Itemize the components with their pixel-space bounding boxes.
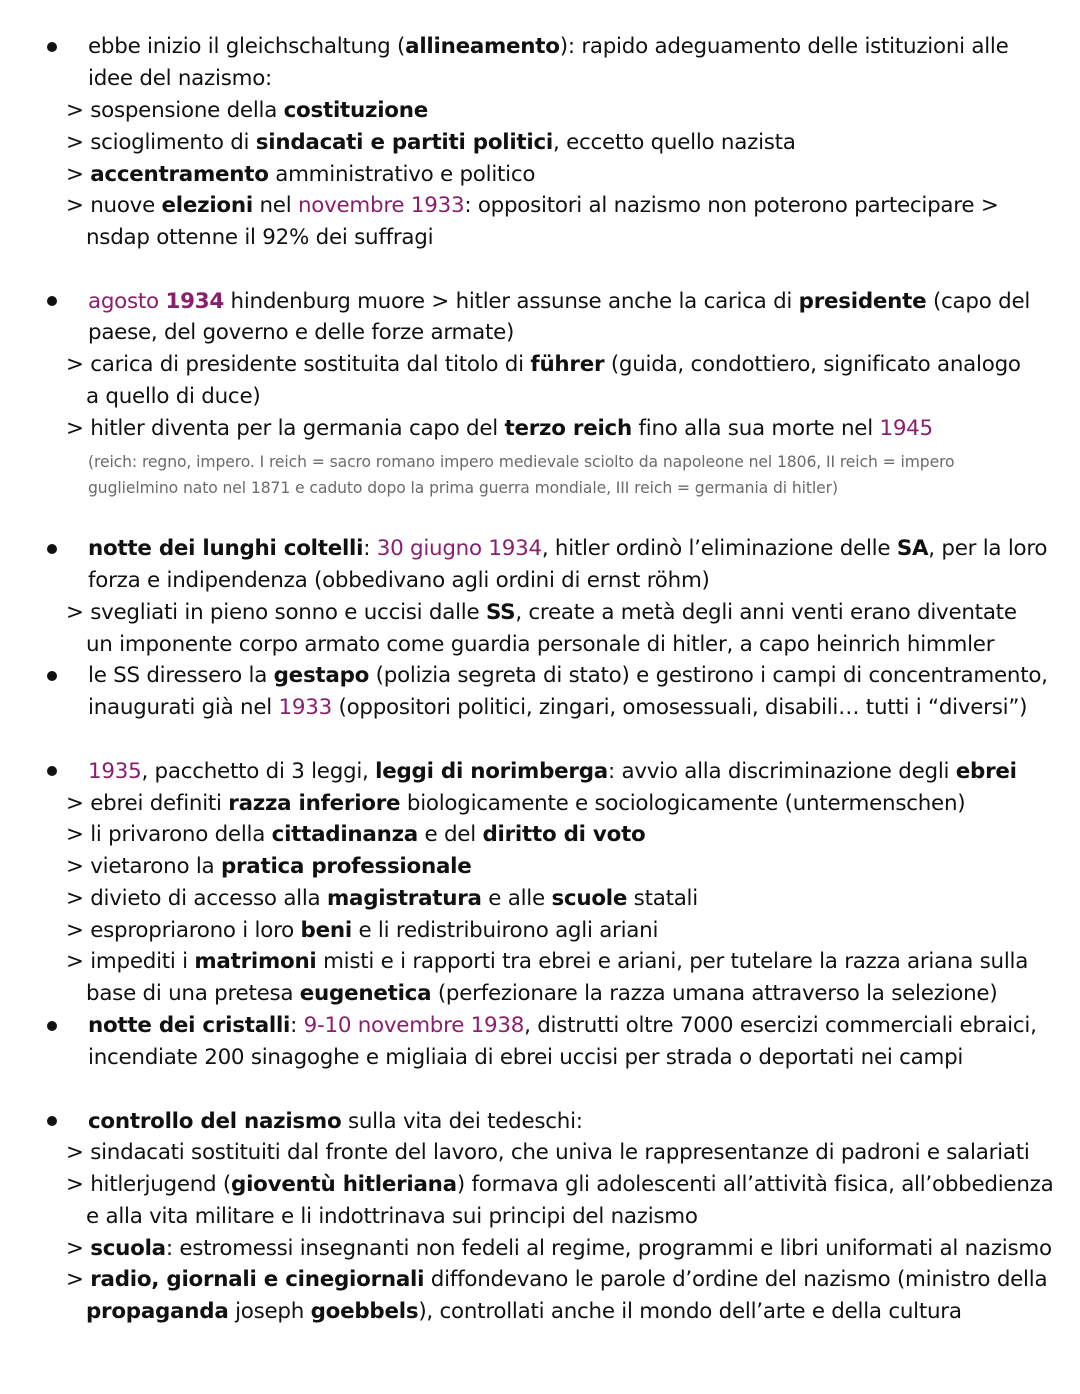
- text-segment: > svegliati in pieno sonno e uccisi dalle: [66, 600, 486, 625]
- text-line: [88, 565, 710, 597]
- text-segment: (reich: regno, impero. I reich = sacro romano impero medievale sciolto da napoleone nel 1806, II reich = impero: [88, 453, 955, 471]
- text-line: [88, 317, 514, 349]
- text-segment: > vietarono la: [66, 854, 221, 879]
- text-line: [88, 756, 1017, 788]
- bold-term: notte dei lunghi coltelli: [88, 536, 364, 561]
- bullet-icon: [47, 42, 57, 52]
- bold-term: SA: [896, 536, 929, 561]
- text-segment: e li redistribuirono agli ariani: [351, 918, 659, 943]
- text-segment: , distrutti oltre 7000 esercizi commerciali ebraici,: [524, 1013, 1037, 1038]
- bold-term: razza inferiore: [228, 791, 401, 816]
- text-segment: e alla vita militare e li indottrinava sui principi del nazismo: [86, 1204, 698, 1229]
- text-line: [86, 978, 997, 1010]
- text-line: [66, 597, 1017, 629]
- bold-term: allineamento: [405, 34, 560, 59]
- bullet-icon: [47, 671, 57, 681]
- bold-term: beni: [300, 918, 352, 943]
- text-segment: le SS diressero la: [88, 663, 274, 688]
- bold-term: magistratura: [326, 886, 482, 911]
- text-segment: base di una pretesa: [86, 981, 300, 1006]
- date-highlight: 9-10 novembre 1938: [303, 1013, 525, 1038]
- text-segment: ) formava gli adolescenti all’attività fisica, all’obbedienza: [456, 1172, 1054, 1197]
- bullet-icon: [47, 544, 57, 554]
- bold-term: eugenetica: [299, 981, 432, 1006]
- bullet-icon: [47, 1116, 57, 1126]
- text-segment: >: [66, 1267, 91, 1292]
- text-segment: fino alla sua morte nel: [631, 416, 880, 441]
- text-segment: :: [363, 536, 377, 561]
- text-line: [66, 1137, 1030, 1169]
- text-line: [88, 286, 1030, 318]
- text-segment: : avvio alla discriminazione degli: [607, 759, 956, 784]
- bold-term: terzo reich: [504, 416, 632, 441]
- text-line: [66, 190, 999, 222]
- bullet-icon: [47, 766, 57, 776]
- text-segment: inaugurati già nel: [88, 695, 279, 720]
- bold-term: radio, giornali e cinegiornali: [90, 1267, 425, 1292]
- footnote-line: [88, 475, 838, 501]
- text-segment: , per la loro: [928, 536, 1048, 561]
- text-segment: e del: [417, 822, 483, 847]
- bold-term: propaganda: [86, 1299, 229, 1324]
- bold-term: SS: [485, 600, 516, 625]
- text-line: [86, 629, 994, 661]
- bold-term: führer: [530, 352, 605, 377]
- bold-term: matrimoni: [194, 949, 317, 974]
- text-line: [66, 1169, 1053, 1201]
- bullet-icon: [47, 296, 57, 306]
- text-segment: > impediti i: [66, 949, 195, 974]
- text-line: [66, 95, 428, 127]
- text-segment: diffondevano le parole d’ordine del nazismo (ministro della: [424, 1267, 1048, 1292]
- text-segment: > sindacati sostituiti dal fronte del lavoro, che univa le rappresentanze di padroni e salariati: [66, 1140, 1030, 1165]
- text-line: [86, 1201, 698, 1233]
- text-segment: > ebrei definiti: [66, 791, 229, 816]
- text-line: [66, 883, 698, 915]
- text-segment: (guida, condottiero, significato analogo: [604, 352, 1021, 377]
- text-segment: forza e indipendenza (obbedivano agli ordini di ernst röhm): [88, 568, 710, 593]
- bold-term: diritto di voto: [482, 822, 646, 847]
- text-segment: un imponente corpo armato come guardia personale di hitler, a capo heinrich himmler: [86, 632, 995, 657]
- text-line: [66, 1233, 1052, 1265]
- text-line: [66, 819, 646, 851]
- text-line: [66, 127, 796, 159]
- bold-term: gioventù hitleriana: [231, 1172, 457, 1197]
- text-line: [88, 1010, 1037, 1042]
- text-segment: > divieto di accesso alla: [66, 886, 327, 911]
- text-line: [66, 915, 658, 947]
- bold-term: cittadinanza: [271, 822, 418, 847]
- text-segment: nel: [252, 193, 298, 218]
- text-segment: amministrativo e politico: [268, 162, 536, 187]
- text-segment: > carica di presidente sostituita dal titolo di: [66, 352, 531, 377]
- text-segment: >: [66, 1236, 91, 1261]
- bullet-icon: [47, 1021, 57, 1031]
- text-line: [88, 660, 1048, 692]
- text-segment: joseph: [228, 1299, 311, 1324]
- bold-term: pratica professionale: [220, 854, 472, 879]
- bold-term: ebrei: [955, 759, 1017, 784]
- text-line: [66, 159, 535, 191]
- bold-term: presidente: [798, 289, 927, 314]
- text-line: [66, 851, 471, 883]
- text-line: [66, 349, 1021, 381]
- footnote-line: [88, 449, 954, 475]
- text-line: [88, 1042, 963, 1074]
- text-line: [88, 31, 1009, 63]
- text-segment: :: [290, 1013, 304, 1038]
- text-segment: sulla vita dei tedeschi:: [341, 1109, 583, 1134]
- text-segment: > hitlerjugend (: [66, 1172, 232, 1197]
- text-line: [88, 533, 1047, 565]
- text-segment: a quello di duce): [86, 384, 261, 409]
- text-segment: nsdap ottenne il 92% dei suffragi: [86, 225, 434, 250]
- text-segment: incendiate 200 sinagoghe e migliaia di ebrei uccisi per strada o deportati nei campi: [88, 1045, 964, 1070]
- text-line: [66, 946, 1028, 978]
- bold-term: goebbels: [310, 1299, 419, 1324]
- text-segment: ebbe inizio il gleichschaltung (: [88, 34, 406, 59]
- date-highlight: 1945: [879, 416, 933, 441]
- text-line: [86, 1296, 962, 1328]
- bold-term: notte dei cristalli: [88, 1013, 291, 1038]
- bold-term: scuole: [551, 886, 628, 911]
- text-segment: paese, del governo e delle forze armate): [88, 320, 515, 345]
- text-segment: > nuove: [66, 193, 162, 218]
- text-segment: (polizia segreta di stato) e gestirono i campi di concentramento,: [369, 663, 1048, 688]
- bold-term: leggi di norimberga: [375, 759, 608, 784]
- date-highlight: agosto: [88, 289, 166, 314]
- text-segment: : estromessi insegnanti non fedeli al regime, programmi e libri uniformati al nazismo: [165, 1236, 1052, 1261]
- text-segment: hindenburg muore > hitler assunse anche la carica di: [224, 289, 799, 314]
- text-segment: > espropriarono i loro: [66, 918, 301, 943]
- text-segment: > scioglimento di: [66, 130, 256, 155]
- text-segment: e alle: [481, 886, 552, 911]
- text-line: [66, 413, 933, 445]
- text-line: [88, 63, 272, 95]
- text-segment: > hitler diventa per la germania capo del: [66, 416, 505, 441]
- text-segment: > li privarono della: [66, 822, 272, 847]
- text-segment: : oppositori al nazismo non poterono partecipare >: [464, 193, 999, 218]
- text-line: [88, 1106, 583, 1138]
- text-segment: , pacchetto di 3 leggi,: [141, 759, 376, 784]
- text-segment: (perfezionare la razza umana attraverso la selezione): [431, 981, 998, 1006]
- date-highlight: 30 giugno 1934: [376, 536, 542, 561]
- text-segment: , create a metà degli anni venti erano diventate: [515, 600, 1017, 625]
- text-segment: , hitler ordinò l’eliminazione delle: [541, 536, 897, 561]
- text-line: [86, 381, 260, 413]
- text-line: [86, 222, 433, 254]
- bold-term: elezioni: [161, 193, 253, 218]
- text-segment: (capo del: [926, 289, 1031, 314]
- text-segment: , eccetto quello nazista: [553, 130, 796, 155]
- date-highlight: 1935: [88, 759, 142, 784]
- date-highlight: novembre 1933: [297, 193, 465, 218]
- date-highlight: 1934: [165, 289, 224, 314]
- text-line: [66, 1264, 1047, 1296]
- text-segment: guglielmino nato nel 1871 e caduto dopo la prima guerra mondiale, III reich = germania di hitler): [88, 479, 838, 497]
- date-highlight: 1933: [278, 695, 332, 720]
- bold-term: sindacati e partiti politici: [255, 130, 553, 155]
- text-segment: (oppositori politici, zingari, omosessuali, disabili… tutti i “diversi”): [331, 695, 1028, 720]
- text-segment: misti e i rapporti tra ebrei e ariani, per tutelare la razza ariana sulla: [316, 949, 1029, 974]
- bold-term: scuola: [90, 1236, 166, 1261]
- bold-term: controllo del nazismo: [88, 1109, 342, 1134]
- text-segment: ), controllati anche il mondo dell’arte e della cultura: [418, 1299, 962, 1324]
- text-line: [88, 692, 1027, 724]
- text-segment: biologicamente e sociologicamente (untermenschen): [400, 791, 966, 816]
- bold-term: gestapo: [273, 663, 370, 688]
- text-line: [66, 788, 965, 820]
- text-segment: > sospensione della: [66, 98, 284, 123]
- bold-term: costituzione: [283, 98, 428, 123]
- text-segment: idee del nazismo:: [88, 66, 272, 91]
- text-segment: >: [66, 162, 91, 187]
- text-segment: ): rapido adeguamento delle istituzioni alle: [559, 34, 1009, 59]
- bold-term: accentramento: [90, 162, 269, 187]
- text-segment: statali: [627, 886, 698, 911]
